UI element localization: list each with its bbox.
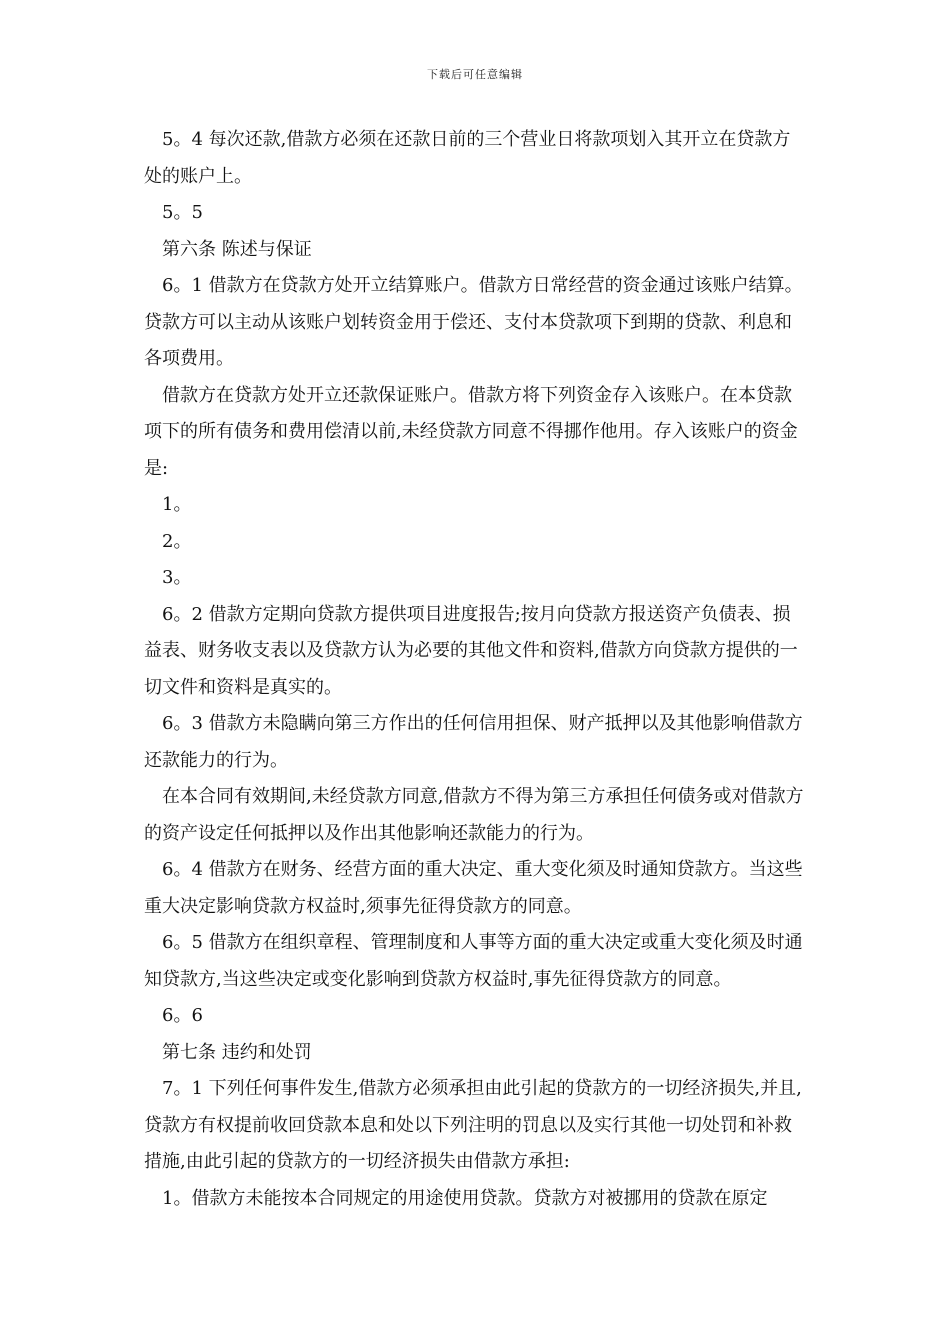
list-item-2: 2。 bbox=[162, 530, 192, 552]
paragraph-7-1-item-1: 1。借款方未能按本合同规定的用途使用贷款。贷款方对被挪用的贷款在原定 bbox=[162, 1187, 768, 1209]
list-item-1: 1。 bbox=[162, 494, 192, 515]
document-body bbox=[144, 122, 808, 1217]
article-6-heading: 第六条 陈述与保证 bbox=[162, 238, 312, 260]
article-7-heading: 第七条 违约和处罚 bbox=[162, 1041, 312, 1063]
paragraph-5-4: 5。4 每次还款,借款方必须在还款日前的三个营业日将款项划入其开立在贷款方处的账户上。 bbox=[144, 129, 791, 187]
paragraph-6-4: 6。4 借款方在财务、经营方面的重大决定、重大变化须及时通知贷款方。当这些重大决定影响贷款方权益时,须事先征得贷款方的同意。 bbox=[144, 859, 803, 917]
list-item-3: 3。 bbox=[162, 567, 192, 588]
paragraph-contract-validity: 在本合同有效期间,未经贷款方同意,借款方不得为第三方承担任何债务或对借款方的资产设定任何抵押以及作出其他影响还款能力的行为。 bbox=[144, 786, 804, 844]
page-header-note: 下载后可任意编辑 bbox=[427, 68, 523, 81]
paragraph-6-2: 6。2 借款方定期向贷款方提供项目进度报告;按月向贷款方报送资产负债表、损益表、财务收支表以及贷款方认为必要的其他文件和资料,借款方向贷款方提供的一切文件和资料是真实的。 bbox=[144, 603, 798, 698]
paragraph-6-5: 6。5 借款方在组织章程、管理制度和人事等方面的重大决定或重大变化须及时通知贷款方,当这些决定或变化影响到贷款方权益时,事先征得贷款方的同意。 bbox=[144, 932, 803, 990]
paragraph-5-5: 5。5 bbox=[162, 202, 203, 223]
paragraph-repayment-account: 借款方在贷款方处开立还款保证账户。借款方将下列资金存入该账户。在本贷款项下的所有债务和费用偿清以前,未经贷款方同意不得挪作他用。存入该账户的资金是: bbox=[144, 384, 798, 479]
paragraph-6-6: 6。6 bbox=[162, 1005, 203, 1026]
paragraph-7-1: 7。1 下列任何事件发生,借款方必须承担由此引起的贷款方的一切经济损失,并且,贷款方有权提前收回贷款本息和处以下列注明的罚息以及实行其他一切处罚和补救措施,由此引起的贷款方的一切经济损失由借款方承担: bbox=[144, 1078, 802, 1172]
paragraph-6-1: 6。1 借款方在贷款方处开立结算账户。借款方日常经营的资金通过该账户结算。贷款方可以主动从该账户划转资金用于偿还、支付本贷款项下到期的贷款、利息和各项费用。 bbox=[144, 275, 803, 369]
paragraph-6-3: 6。3 借款方未隐瞒向第三方作出的任何信用担保、财产抵押以及其他影响借款方还款能力的行为。 bbox=[144, 713, 803, 771]
